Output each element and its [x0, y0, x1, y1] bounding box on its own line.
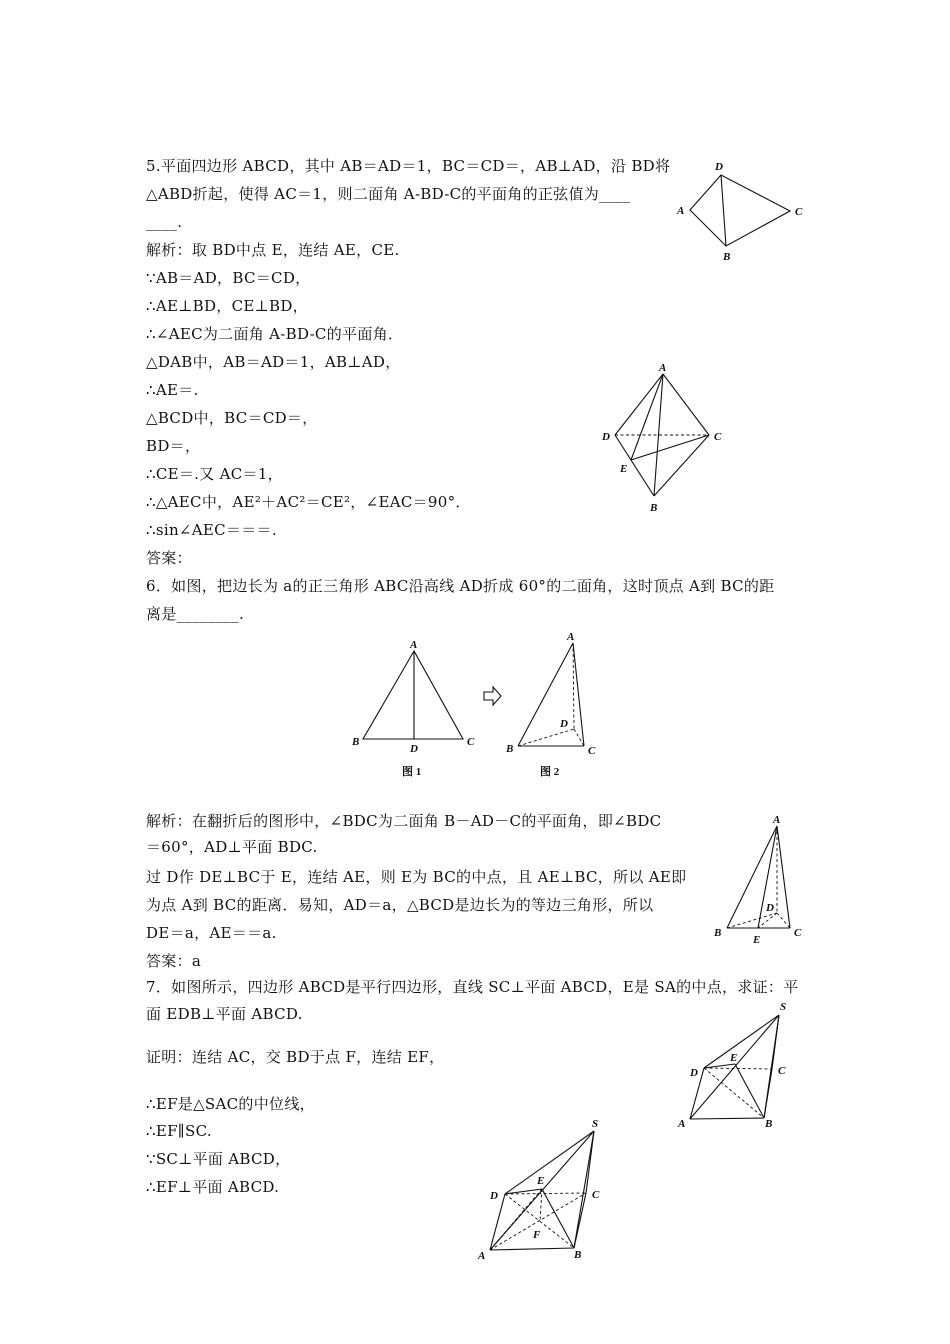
problem6-question-line1: 6．如图，把边长为 a的正三角形 ABC沿高线 AD折成 60°的二面角，这时顶点 A到 BC的距: [146, 577, 775, 595]
problem7-proof-line: 证明：连结 AC，交 BD于点 F，连结 EF，: [146, 1048, 445, 1066]
problem5-solution-line: ∴AE⊥BD，CE⊥BD，: [146, 297, 308, 315]
label-D: D: [766, 902, 774, 914]
problem5-solution-line: BD＝，: [146, 437, 201, 455]
edge-ab: [490, 1248, 574, 1250]
problem6-solution-line: 解析：在翻折后的图形中，∠BDC为二面角 B－AD－C的平面角，即∠BDC: [146, 812, 662, 830]
label-A: A: [410, 639, 418, 651]
problem6-question-line2: 离是________.: [146, 605, 245, 623]
problem7-proof-line: ∵SC⊥平面 ABCD，: [146, 1150, 291, 1168]
figure1-caption: 图 1: [402, 766, 422, 778]
edge-sb: [574, 1131, 594, 1248]
problem5-solution-line: ∴CE＝.又 AC＝1，: [146, 465, 283, 483]
figure2-caption: 图 2: [540, 766, 560, 778]
edge-sd: [505, 1131, 594, 1194]
label-D: D: [560, 718, 568, 730]
label-C: C: [794, 927, 802, 939]
edge-eb: [542, 1189, 574, 1248]
label-D: D: [690, 1067, 698, 1079]
problem7-proof-line: ∴EF⊥平面 ABCD.: [146, 1178, 280, 1196]
label-A: A: [567, 631, 575, 643]
problem5-question-line1: 5.平面四边形 ABCD，其中 AB＝AD＝1，BC＝CD＝，AB⊥AD，沿 BD将: [146, 157, 671, 175]
label-A: A: [677, 205, 685, 217]
label-B: B: [723, 251, 731, 263]
label-C: C: [714, 431, 722, 443]
label-C: C: [778, 1065, 786, 1077]
problem7-proof-line: ∴EF是△SAC的中位线，: [146, 1095, 315, 1113]
problem5-solution-line: ∴AE＝.: [146, 381, 199, 399]
label-E: E: [753, 934, 761, 946]
edge-cb: [574, 1193, 586, 1248]
label-C: C: [592, 1189, 600, 1201]
problem5-solution-line: ∴△AEC中，AE²＋AC²＝CE²，∠EAC＝90°．: [146, 493, 471, 511]
problem6-solution-line: ＝60°，AD⊥平面 BDC.: [146, 838, 318, 856]
label-B: B: [714, 927, 722, 939]
problem5-solution-line: △DAB中，AB＝AD＝1，AB⊥AD，: [146, 353, 401, 371]
label-A: A: [773, 814, 781, 826]
label-D: D: [602, 431, 610, 443]
label-C: C: [588, 745, 596, 757]
label-B: B: [650, 502, 658, 514]
label-E: E: [620, 463, 628, 475]
problem7-proof-line: ∴EF∥SC.: [146, 1122, 212, 1140]
label-C: C: [467, 736, 475, 748]
problem6-solution-line: 为点 A到 BC的距离．易知，AD＝a，△BCD是边长为的等边三角形，所以: [146, 896, 654, 914]
label-D: D: [490, 1190, 498, 1202]
problem6-solution-line: 过 D作 DE⊥BC于 E，连结 AE，则 E为 BC的中点，且 AE⊥BC，所以 AE即: [146, 868, 687, 886]
label-E: E: [730, 1052, 738, 1064]
problem5-solution-line: ∵AB＝AD，BC＝CD，: [146, 269, 311, 287]
label-A: A: [659, 362, 667, 374]
label-D: D: [715, 161, 723, 173]
label-B: B: [765, 1118, 773, 1130]
problem6-solution-line: DE＝a，AE＝＝a.: [146, 924, 277, 942]
label-A: A: [478, 1250, 486, 1262]
problem7-question-line1: 7．如图所示，四边形 ABCD是平行四边形，直线 SC⊥平面 ABCD，E是 SA的中点，求证：平: [146, 978, 799, 996]
label-F: F: [533, 1229, 541, 1241]
problem5-question-line2: △ABD折起，使得 AC＝1，则二面角 A-BD-C的平面角的正弦值为____: [146, 185, 631, 203]
problem6-answer: 答案：a: [146, 952, 202, 970]
label-S: S: [592, 1118, 599, 1130]
label-A: A: [678, 1118, 686, 1130]
label-B: B: [506, 743, 514, 755]
problem5-solution-line: 解析：取 BD中点 E，连结 AE，CE.: [146, 241, 400, 259]
label-D: D: [410, 743, 418, 755]
problem5-answer: 答案：: [146, 549, 192, 567]
label-B: B: [574, 1249, 582, 1261]
problem5-solution-line: △BCD中，BC＝CD＝，: [146, 409, 318, 427]
label-C: C: [795, 206, 803, 218]
hidden-edge-dc: [505, 1193, 586, 1194]
label-B: B: [352, 736, 360, 748]
problem7-question-line2: 面 EDB⊥平面 ABCD.: [146, 1005, 303, 1023]
problem5-solution-line: ∴∠AEC为二面角 A-BD-C的平面角．: [146, 325, 404, 343]
problem5-solution-line: ∴sin∠AEC＝＝＝.: [146, 521, 277, 539]
label-E: E: [537, 1175, 545, 1187]
problem5-question-line3: ____.: [146, 213, 183, 231]
hidden-edge-ac: [490, 1193, 586, 1250]
label-S: S: [780, 1001, 787, 1013]
